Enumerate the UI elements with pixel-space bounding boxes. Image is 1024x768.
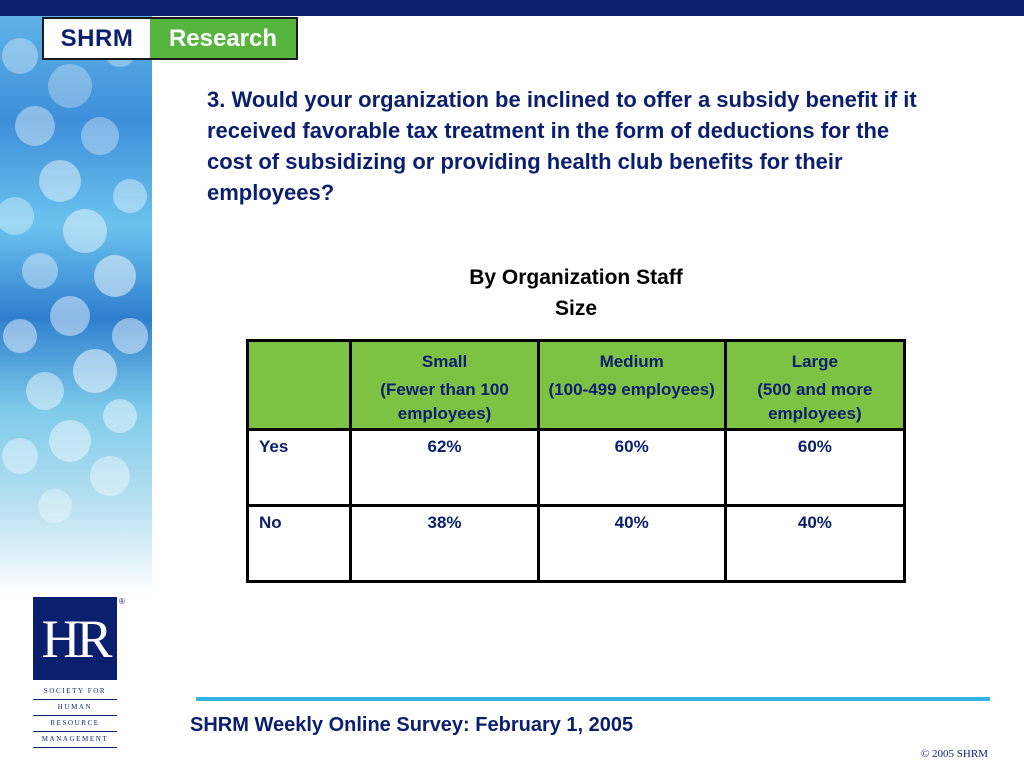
column-sublabel: (Fewer than 100 employees) — [380, 380, 509, 423]
hr-logo-line: RESOURCE — [33, 716, 117, 732]
header-cell-medium — [538, 341, 725, 430]
row-label: No — [248, 506, 351, 582]
header-cell-large — [725, 341, 904, 430]
registered-mark: ® — [119, 597, 125, 606]
column-sublabel: (500 and more employees) — [757, 380, 873, 423]
table-cell: 62% — [351, 430, 538, 506]
column-label: Small — [421, 352, 468, 371]
survey-question: 3. Would your organization be inclined to offer a subsidy benefit if it received favorable tax treatment in the form of deductions for the cost of subsidizing or providing health club benefits for their employees? — [207, 87, 917, 205]
hr-logo-line: HUMAN — [33, 700, 117, 716]
hr-logo-line: MANAGEMENT — [33, 732, 117, 748]
column-label: Large — [791, 352, 839, 371]
table-row-no — [248, 506, 905, 582]
table-title — [426, 262, 726, 324]
table-header-row — [248, 341, 905, 430]
table-cell: 40% — [538, 506, 725, 582]
table-title-line1: By Organization Staff — [469, 266, 683, 289]
table-cell: 60% — [538, 430, 725, 506]
footer-survey-title: SHRM Weekly Online Survey: February 1, 2005 — [190, 714, 634, 736]
hr-logo-line: SOCIETY FOR — [33, 684, 117, 700]
row-label: Yes — [248, 430, 351, 506]
footer-divider — [196, 697, 990, 701]
column-label: Medium — [599, 352, 664, 371]
table-cell: 40% — [725, 506, 904, 582]
header-cell-small — [351, 341, 538, 430]
table-cell: 38% — [351, 506, 538, 582]
column-sublabel: (100-499 employees) — [548, 380, 715, 399]
header-cell-empty — [248, 341, 351, 430]
logo-shrm-text: SHRM — [44, 19, 150, 58]
table-title-line2: Size — [554, 297, 598, 320]
top-banner-bar — [0, 0, 1024, 16]
table-row-yes — [248, 430, 905, 506]
hr-mark: HR — [33, 597, 117, 680]
table-cell: 60% — [725, 430, 904, 506]
copyright-notice: © 2005 SHRM — [920, 748, 988, 760]
decorative-bokeh-panel — [0, 16, 152, 596]
hr-logo-text — [33, 684, 117, 748]
shrm-research-logo — [42, 17, 298, 60]
bokeh-circles — [0, 16, 152, 596]
results-table — [246, 339, 906, 583]
logo-research-text: Research — [150, 19, 296, 58]
society-hr-logo — [33, 597, 125, 748]
